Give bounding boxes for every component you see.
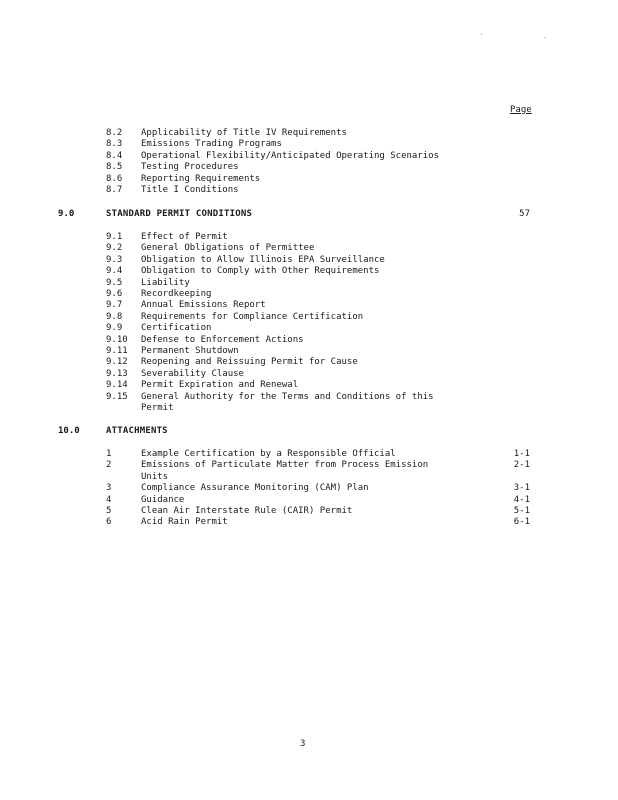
attachment-entry-continuation[interactable] xyxy=(0,472,618,483)
section-heading-10[interactable] xyxy=(0,426,618,437)
entry-number: 9.14 xyxy=(106,380,128,391)
entry-title: Certification xyxy=(141,323,212,334)
attachment-page: 1-1 xyxy=(513,449,530,459)
attachment-title: Emissions of Particulate Matter from Process Emission xyxy=(141,460,429,471)
toc-entry[interactable] xyxy=(0,243,618,254)
toc-entry[interactable] xyxy=(0,300,618,311)
entry-title: Testing Procedures xyxy=(141,162,239,173)
toc-entry[interactable] xyxy=(0,312,618,323)
toc-entry[interactable] xyxy=(0,128,618,139)
entry-number: 9.3 xyxy=(106,254,123,265)
entry-title: Severability Clause xyxy=(141,368,244,379)
entry-title: Defense to Enforcement Actions xyxy=(141,334,304,345)
entry-title: Permanent Shutdown xyxy=(141,346,239,356)
toc-entry[interactable] xyxy=(0,289,618,300)
attachment-entry[interactable] xyxy=(0,495,618,506)
entry-title: Effect of Permit xyxy=(141,232,228,242)
section-page-number: 57 xyxy=(519,209,530,219)
attachment-title: Clean Air Interstate Rule (CAIR) Permit xyxy=(141,506,353,516)
attachment-page: 5-1 xyxy=(513,506,530,516)
page-footer-number: 3 xyxy=(300,739,306,749)
attachment-entry[interactable] xyxy=(0,517,618,528)
entry-title: Emissions Trading Programs xyxy=(141,139,282,150)
attachment-number: 1 xyxy=(106,449,112,459)
entry-title: Operational Flexibility/Anticipated Operating Scenarios xyxy=(141,150,440,161)
attachment-entry[interactable] xyxy=(0,449,618,460)
section-title: ATTACHMENTS xyxy=(106,426,168,436)
entry-number: 9.6 xyxy=(106,289,123,299)
toc-entry[interactable] xyxy=(0,380,618,391)
section-heading-9[interactable] xyxy=(0,209,618,220)
toc-entry[interactable] xyxy=(0,162,618,173)
entry-number: 9.1 xyxy=(106,232,123,242)
entry-title: Liability xyxy=(141,277,190,288)
attachment-title: Compliance Assurance Monitoring (CAM) Plan xyxy=(141,483,369,494)
entry-title: Annual Emissions Report xyxy=(141,300,266,311)
entry-number: 9.8 xyxy=(106,311,123,322)
entry-number: 9.13 xyxy=(106,368,128,379)
entry-number: 8.5 xyxy=(106,162,123,173)
toc-entry[interactable] xyxy=(0,232,618,243)
entry-number: 9.5 xyxy=(106,277,123,288)
attachment-entry[interactable] xyxy=(0,460,618,471)
toc-entry[interactable] xyxy=(0,392,618,403)
toc-entry[interactable] xyxy=(0,174,618,185)
scan-marks: ' . xyxy=(480,33,575,40)
entry-number: 9.7 xyxy=(106,300,123,311)
attachment-title: Guidance xyxy=(141,494,185,505)
entry-title: Permit Expiration and Renewal xyxy=(141,380,299,391)
toc-entry[interactable] xyxy=(0,346,618,357)
attachment-page: 3-1 xyxy=(513,483,530,494)
attachment-number: 5 xyxy=(106,506,112,516)
attachment-page: 4-1 xyxy=(513,494,530,505)
toc-entry[interactable] xyxy=(0,139,618,150)
toc-entry[interactable] xyxy=(0,335,618,346)
entry-title: Title I Conditions xyxy=(141,185,239,195)
attachment-number: 2 xyxy=(106,460,112,471)
entry-number: 9.10 xyxy=(106,334,128,345)
section-number: 9.0 xyxy=(58,209,75,219)
entry-number: 8.3 xyxy=(106,139,123,150)
entry-number: 9.9 xyxy=(106,323,123,334)
toc-entry[interactable] xyxy=(0,151,618,162)
page-column-header: Page xyxy=(510,105,532,115)
attachment-title: Acid Rain Permit xyxy=(141,517,228,528)
entry-title: Obligation to Allow Illinois EPA Surveillance xyxy=(141,254,385,265)
attachment-number: 6 xyxy=(106,517,112,528)
entry-number: 9.12 xyxy=(106,357,128,368)
attachment-entry[interactable] xyxy=(0,483,618,494)
entry-title: Reopening and Reissuing Permit for Cause xyxy=(141,357,358,368)
entry-number: 8.4 xyxy=(106,150,123,161)
attachment-number: 3 xyxy=(106,483,112,494)
toc-entry[interactable] xyxy=(0,278,618,289)
toc-entry[interactable] xyxy=(0,266,618,277)
entry-title: Recordkeeping xyxy=(141,289,212,299)
attachment-title: Example Certification by a Responsible Official xyxy=(141,449,396,459)
attachment-page: 2-1 xyxy=(513,460,530,471)
section-title: STANDARD PERMIT CONDITIONS xyxy=(106,209,253,219)
entry-title: Requirements for Compliance Certification xyxy=(141,311,364,322)
entry-title: General Obligations of Permittee xyxy=(141,243,315,254)
attachment-title: Units xyxy=(141,471,169,482)
entry-number: 8.2 xyxy=(106,128,123,138)
attachment-page: 6-1 xyxy=(513,517,530,528)
entry-number: 9.15 xyxy=(106,391,128,402)
toc-entry-continuation[interactable] xyxy=(0,403,618,414)
entry-title: Applicability of Title IV Requirements xyxy=(141,128,347,138)
toc-entry[interactable] xyxy=(0,185,618,196)
entry-number: 8.7 xyxy=(106,185,123,195)
entry-number: 8.6 xyxy=(106,173,123,184)
entry-number: 9.11 xyxy=(106,346,128,356)
entry-number: 9.4 xyxy=(106,266,123,277)
toc-entry[interactable] xyxy=(0,369,618,380)
toc-entry[interactable] xyxy=(0,255,618,266)
entry-title: Permit xyxy=(141,403,174,413)
entry-title: Reporting Requirements xyxy=(141,173,261,184)
attachment-entry[interactable] xyxy=(0,506,618,517)
toc-entry[interactable] xyxy=(0,357,618,368)
entry-title: General Authority for the Terms and Conditions of this xyxy=(141,391,434,402)
toc-entry[interactable] xyxy=(0,323,618,334)
attachment-number: 4 xyxy=(106,494,112,505)
entry-number: 9.2 xyxy=(106,243,123,254)
section-number: 10.0 xyxy=(58,426,80,436)
entry-title: Obligation to Comply with Other Requirements xyxy=(141,266,380,277)
